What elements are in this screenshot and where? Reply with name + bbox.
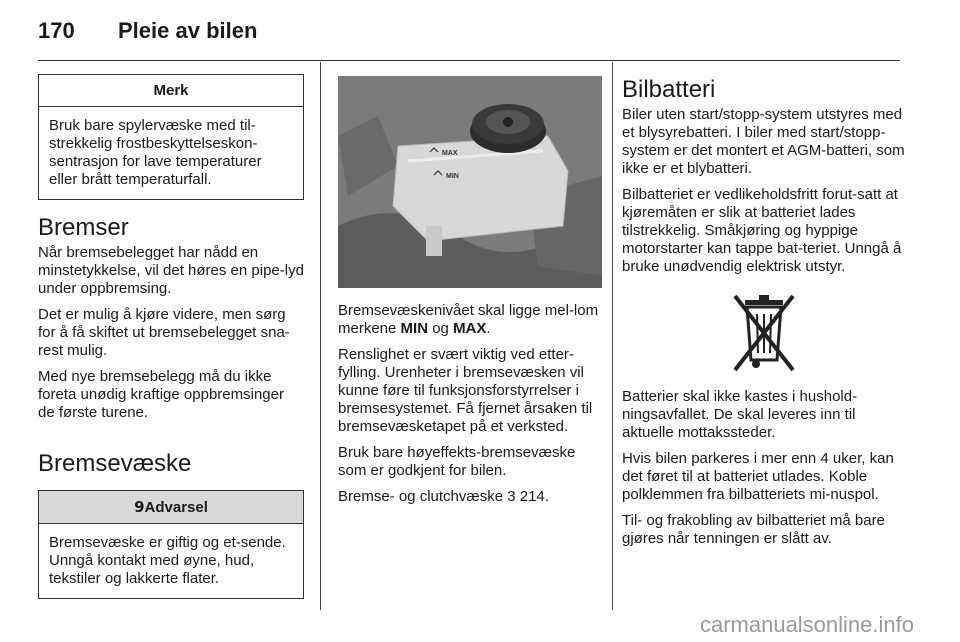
reservoir-illustration xyxy=(338,76,602,288)
bremser-paragraph-3: Med nye bremsebelegg må du ikke foreta unødig kraftige oppbremsinger de første turene. xyxy=(38,368,284,421)
section-heading-bremsevaeske: Bremsevæske xyxy=(38,450,192,477)
fluid-type-paragraph: Bruk bare høyeffekts-bremsevæske som er godkjent for bilen. xyxy=(338,444,576,479)
level-text: Bremsevæskenivået skal ligge mel-lom merkene xyxy=(338,302,599,337)
reference-paragraph xyxy=(338,488,602,506)
watermark: carmanualsonline.info xyxy=(699,612,914,637)
reference-text: Bremse- og clutchvæske xyxy=(338,488,508,505)
warning-text: Bremsevæske er giftig og et-sende. Unngå kontakt med øyne, hud, tekstiler og lakkerte flater. xyxy=(49,534,286,587)
cleanliness-paragraph: Renslighet er svært viktig ved etter-fylling. Urenheter i bremsevæsken vil kunne føre til funksjonsforstyrrelser i bremsesystemet. Få fjernet årsaken til bremsevæsketapet på et verksted. xyxy=(338,346,593,435)
column-2 xyxy=(338,62,602,514)
crossed-out-wheelie-bin-icon xyxy=(729,290,799,376)
battery-paragraph-2: Bilbatteriet er vedlikeholdsfritt forut-satt at kjøremåten er slik at batteriet lades tilstrekkelig. Småkjøring og hyppige motorstarter kan tappe bat-teriet. Unngå å bruke unødvendig elektrisk utstyr. xyxy=(622,186,902,275)
min-mark: MIN xyxy=(446,173,459,180)
min-label: MIN xyxy=(400,320,429,337)
battery-paragraph-1: Biler uten start/stopp-system utstyres med et blysyrebatteri. I biler med start/stopp-system er det montert et AGM-batteri, som ikke er et blybatteri. xyxy=(622,106,905,177)
page-reference-arrow-icon: 3 xyxy=(507,488,516,505)
page-title: Pleie av bilen xyxy=(118,18,258,43)
page-number: 170 xyxy=(38,18,75,43)
max-label: MAX xyxy=(453,320,487,337)
column-1 xyxy=(38,62,304,599)
bremser-paragraph-1: Når bremsebelegget har nådd en minstetykkelse, vil det høres en pipe-lyd under oppbremsing. xyxy=(38,244,304,297)
section-heading-bremser: Bremser xyxy=(38,214,129,241)
column-divider-2 xyxy=(612,62,613,610)
header-rule xyxy=(38,60,900,61)
page-header xyxy=(38,18,257,48)
note-text: Bruk bare spylervæske med til-strekkelig frostbeskyttelseskon-sentrasjon for lave temperaturer eller brått temperaturfall. xyxy=(49,117,262,188)
page-reference-link[interactable]: 214. xyxy=(515,488,549,505)
warning-heading xyxy=(39,491,303,524)
column-3 xyxy=(622,62,906,556)
warning-heading-label: Advarsel xyxy=(144,499,208,516)
max-mark: MAX xyxy=(442,150,458,157)
battery-paragraph-4: Hvis bilen parkeres i mer enn 4 uker, kan det føret til at batteriet utlades. Koble polklemmen fra bilbatteriets mi-nuspol. xyxy=(622,450,894,503)
section-heading-bilbatteri: Bilbatteri xyxy=(622,76,716,103)
warning-box xyxy=(38,490,304,599)
period-text: . xyxy=(486,320,491,337)
battery-paragraph-5: Til- og frakobling av bilbatteriet må bare gjøres når tenningen er slått av. xyxy=(622,512,885,547)
level-paragraph xyxy=(338,302,602,338)
og-text: og xyxy=(428,320,454,337)
bremser-paragraph-2: Det er mulig å kjøre videre, men sørg for å få skiftet ut bremsebelegget sna-rest mulig. xyxy=(38,306,290,359)
brake-fluid-reservoir-photo xyxy=(338,76,602,288)
warning-icon: 9 xyxy=(134,498,145,516)
column-divider-1 xyxy=(320,62,321,610)
note-box xyxy=(38,74,304,200)
battery-paragraph-3: Batterier skal ikke kastes i hushold-ningsavfallet. De skal leveres inn til aktuelle mottakssteder. xyxy=(622,388,858,441)
note-heading: Merk xyxy=(39,75,303,107)
